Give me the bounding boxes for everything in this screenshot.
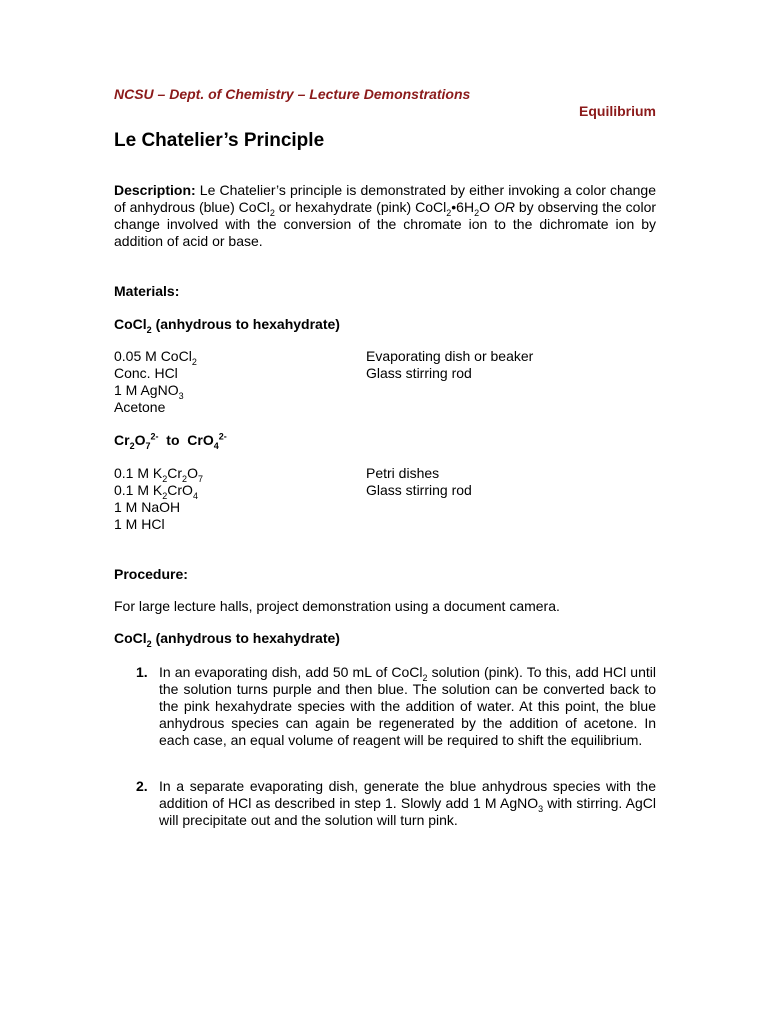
material-item: Conc. HCl — [114, 365, 178, 381]
description-label: Description: — [114, 182, 196, 198]
material-item: 1 M NaOH — [114, 499, 181, 515]
equipment-item: Glass stirring rod — [366, 365, 472, 381]
equipment-item: Glass stirring rod — [366, 482, 472, 498]
header-topic: Equilibrium — [579, 103, 656, 119]
procedure-step — [114, 664, 656, 766]
procedure-step — [114, 778, 656, 830]
step-text: In a separate evaporating dish, generate the blue anhydrous species with the addition of HCl as described in step 1. Slowly add 1 M AgNO$_3$ with stirring. AgCl will precipitate out and the solution will turn pink. — [159, 778, 656, 828]
page-title: Le Chatelier’s Principle — [114, 130, 325, 151]
materials-section2-title: $Cr_2O_7^{2-}$ to CrO$_4^{2-}$ — [114, 431, 227, 451]
material-item: 1 M HCl — [114, 516, 165, 532]
procedure-section-title: CoCl$_2$ (anhydrous to hexahydrate) — [114, 630, 340, 649]
materials-heading: Materials: — [114, 283, 180, 299]
material-item: Acetone — [114, 399, 166, 415]
material-item: 1 M AgNO$_3$ — [114, 382, 184, 401]
equipment-item: Petri dishes — [366, 465, 440, 481]
materials-section1-title: CoCl$_2$ (anhydrous to hexahydrate) — [114, 316, 340, 335]
material-item: 0.1 M $K_2CrO_4$ — [114, 482, 198, 501]
procedure-intro: For large lecture halls, project demonstration using a document camera. — [114, 598, 560, 614]
step-number: 2. — [136, 778, 148, 794]
equipment-item: Evaporating dish or beaker — [366, 348, 534, 364]
step-text: In an evaporating dish, add 50 mL of CoCl$_2$ solution (pink). To this, add HCl until the solution turns purple and then blue. The solution can be converted back to the pink hexahydrate species with the addition of water. At this point, the blue anhydrous species can again be regenerated by the addition of acetone. In each case, an equal volume of reagent will be required to shift the equilibrium. — [159, 664, 656, 748]
procedure-heading: Procedure: — [114, 566, 188, 582]
description-paragraph: Description: Le Chatelier’s principle is demonstrated by either invoking a color change of anhydrous (blue) CoCl$_2$ or hexahydrate (pink) $CoCl_2•6H_2O$ OR by observing the color change involved with the conversion of the chromate ion to the dichromate ion by addition of acid or base. — [114, 182, 657, 249]
material-item: 0.05 M CoCl$_2$ — [114, 348, 197, 367]
header-course-title: NCSU – Dept. of Chemistry – Lecture Demonstrations — [114, 86, 471, 102]
material-item: 0.1 M $K_2Cr_2O_7$ — [114, 465, 203, 484]
step-number: 1. — [136, 664, 148, 680]
